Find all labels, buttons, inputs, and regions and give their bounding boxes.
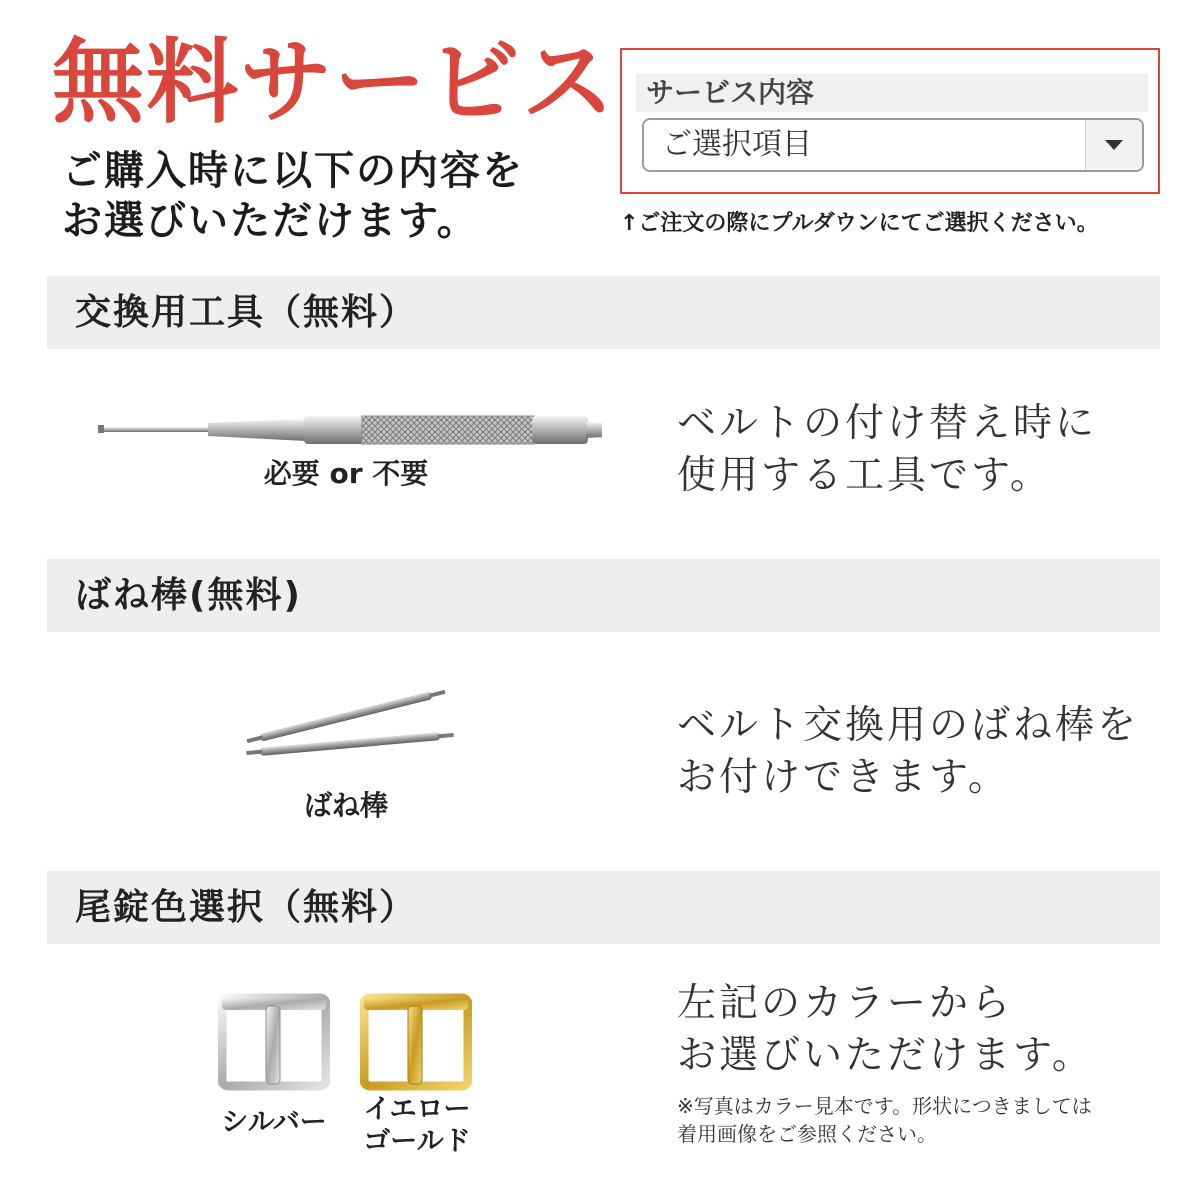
section-header-spring-bar	[47, 559, 1160, 632]
description-line: ベルト交換用のばね棒を	[677, 703, 1140, 748]
silver-buckle-image	[218, 992, 330, 1092]
silver-label: シルバー	[221, 1107, 327, 1138]
spring-bar-caption: ばね棒	[303, 789, 388, 822]
description-line: お付けできます。	[677, 755, 1010, 800]
chevron-down-icon	[1105, 140, 1123, 150]
buckle-note	[677, 1092, 1092, 1148]
description-line: ベルトの付け替え時に	[677, 401, 1098, 446]
gold-buckle-image	[360, 992, 472, 1092]
select-arrow-button[interactable]	[1085, 120, 1142, 170]
select-value: ご選択項目	[662, 127, 812, 162]
tool-description	[677, 398, 1097, 502]
spring-bar-tool-image	[96, 405, 602, 455]
section-title: ばね棒(無料)	[75, 575, 302, 616]
section-header-tool	[47, 276, 1160, 349]
service-selector-panel	[620, 48, 1160, 194]
page-title: 無料サービス	[52, 29, 617, 136]
note-line: 着用画像をご参照ください。	[677, 1122, 937, 1146]
gold-label-line: イエロー	[363, 1094, 471, 1125]
gold-label	[352, 1094, 482, 1158]
selector-note: ↑ご注文の際にプルダウンにてご選択ください。	[620, 211, 1099, 236]
buckle-description	[677, 978, 1094, 1082]
intro-line: お選びいただけます。	[62, 198, 479, 244]
description-line: 左記のカラーから	[677, 981, 1014, 1026]
note-line: ※写真はカラー見本です。形状につきましては	[677, 1094, 1092, 1118]
intro-line: ご購入時に以下の内容を	[62, 148, 524, 194]
description-line: 使用する工具です。	[677, 453, 1052, 498]
selector-header-label: サービス内容	[636, 74, 1148, 112]
description-line: お選びいただけます。	[677, 1033, 1094, 1078]
section-header-buckle-color	[47, 871, 1160, 944]
spring-bars-image	[238, 682, 462, 762]
section-title: 交換用工具（無料）	[75, 292, 418, 333]
service-select[interactable]	[642, 118, 1144, 172]
gold-label-line: ゴールド	[363, 1126, 471, 1157]
intro-text	[62, 146, 524, 246]
spring-bar-description	[677, 700, 1139, 804]
section-title: 尾錠色選択（無料）	[75, 887, 418, 928]
tool-caption: 必要 or 不要	[263, 457, 429, 490]
